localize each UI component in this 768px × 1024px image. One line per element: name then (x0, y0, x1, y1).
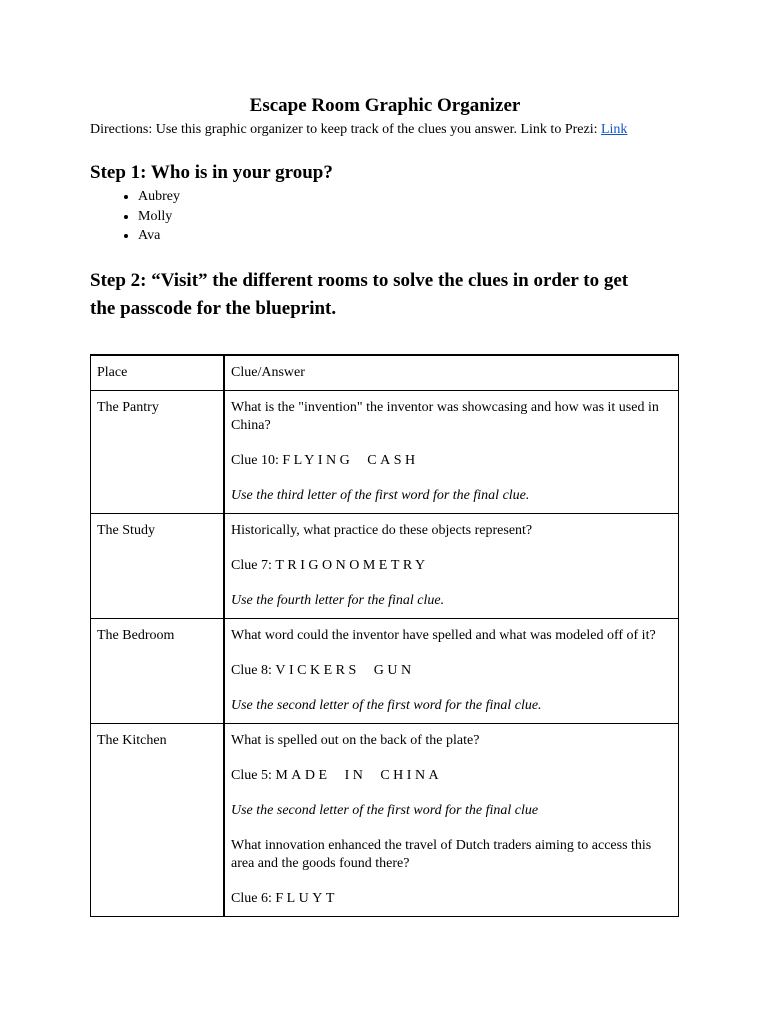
clue-question: What word could the inventor have spelled and what was modeled off of it? (231, 628, 656, 643)
clue-note: Use the fourth letter for the final clue. (231, 593, 445, 608)
clue-line-2 (231, 890, 672, 908)
group-member: • Ava (138, 226, 680, 246)
row-place: The Kitchen (91, 724, 225, 917)
table-header-row (91, 355, 679, 391)
clue-label: Clue 10: (231, 453, 283, 468)
clue-answer: VICKERS GUN (275, 663, 415, 678)
group-member-list (90, 187, 680, 246)
clue-note: Use the second letter of the first word for the final clue (231, 803, 539, 818)
table-row (91, 619, 679, 724)
group-member: • Aubrey (138, 187, 680, 207)
page-title: Escape Room Graphic Organizer (249, 95, 521, 116)
row-clue-answer (224, 391, 679, 514)
clue-label: Clue 8: (231, 663, 276, 678)
clue-question: What is spelled out on the back of the plate? (231, 733, 480, 748)
group-member: • Molly (138, 207, 680, 227)
clue-label: Clue 5: (231, 768, 276, 783)
clue-question: What is the "invention" the inventor was showcasing and how was it used in China? (231, 400, 659, 433)
table-row (91, 724, 679, 917)
clue-note: Use the third letter of the first word for the final clue. (231, 488, 530, 503)
directions-text: Directions: Use this graphic organizer to keep track of the clues you answer. Link to Prezi: (90, 122, 601, 137)
prezi-link[interactable]: Link (600, 122, 628, 137)
clue-line (231, 557, 672, 575)
clue-answer: FLUYT (275, 891, 338, 906)
clue-note: Use the second letter of the first word for the final clue. (231, 698, 542, 713)
step2-heading (90, 267, 680, 323)
clue-table (90, 354, 679, 917)
row-place: The Bedroom (91, 619, 225, 724)
clue-question: Historically, what practice do these objects represent? (231, 523, 533, 538)
table-row (91, 391, 679, 514)
step1-heading: Step 1: Who is in your group? (90, 162, 333, 183)
clue-line (231, 767, 672, 785)
row-place: The Pantry (91, 391, 225, 514)
row-place: The Study (91, 514, 225, 619)
clue-question-2: What innovation enhanced the travel of Dutch traders aiming to access this area and the goods found there? (231, 838, 652, 871)
clue-answer: TRIGONOMETRY (275, 558, 429, 573)
clue-answer: FLYING CASH (282, 453, 419, 468)
row-clue-answer (224, 514, 679, 619)
row-clue-answer (224, 724, 679, 917)
table-row (91, 514, 679, 619)
header-place: Place (91, 355, 225, 391)
clue-answer: MADE IN CHINA (275, 768, 443, 783)
document-page (90, 95, 680, 323)
step2-heading-line1: Step 2: “Visit” the different rooms to solve the clues in order to get (90, 269, 629, 291)
directions (90, 121, 680, 139)
row-clue-answer (224, 619, 679, 724)
clue-line (231, 452, 672, 470)
header-clue-answer: Clue/Answer (224, 355, 679, 391)
clue-line (231, 662, 672, 680)
clue-label: Clue 6: (231, 891, 276, 906)
clue-label: Clue 7: (231, 558, 276, 573)
step2-heading-line2: the passcode for the blueprint. (90, 297, 337, 319)
